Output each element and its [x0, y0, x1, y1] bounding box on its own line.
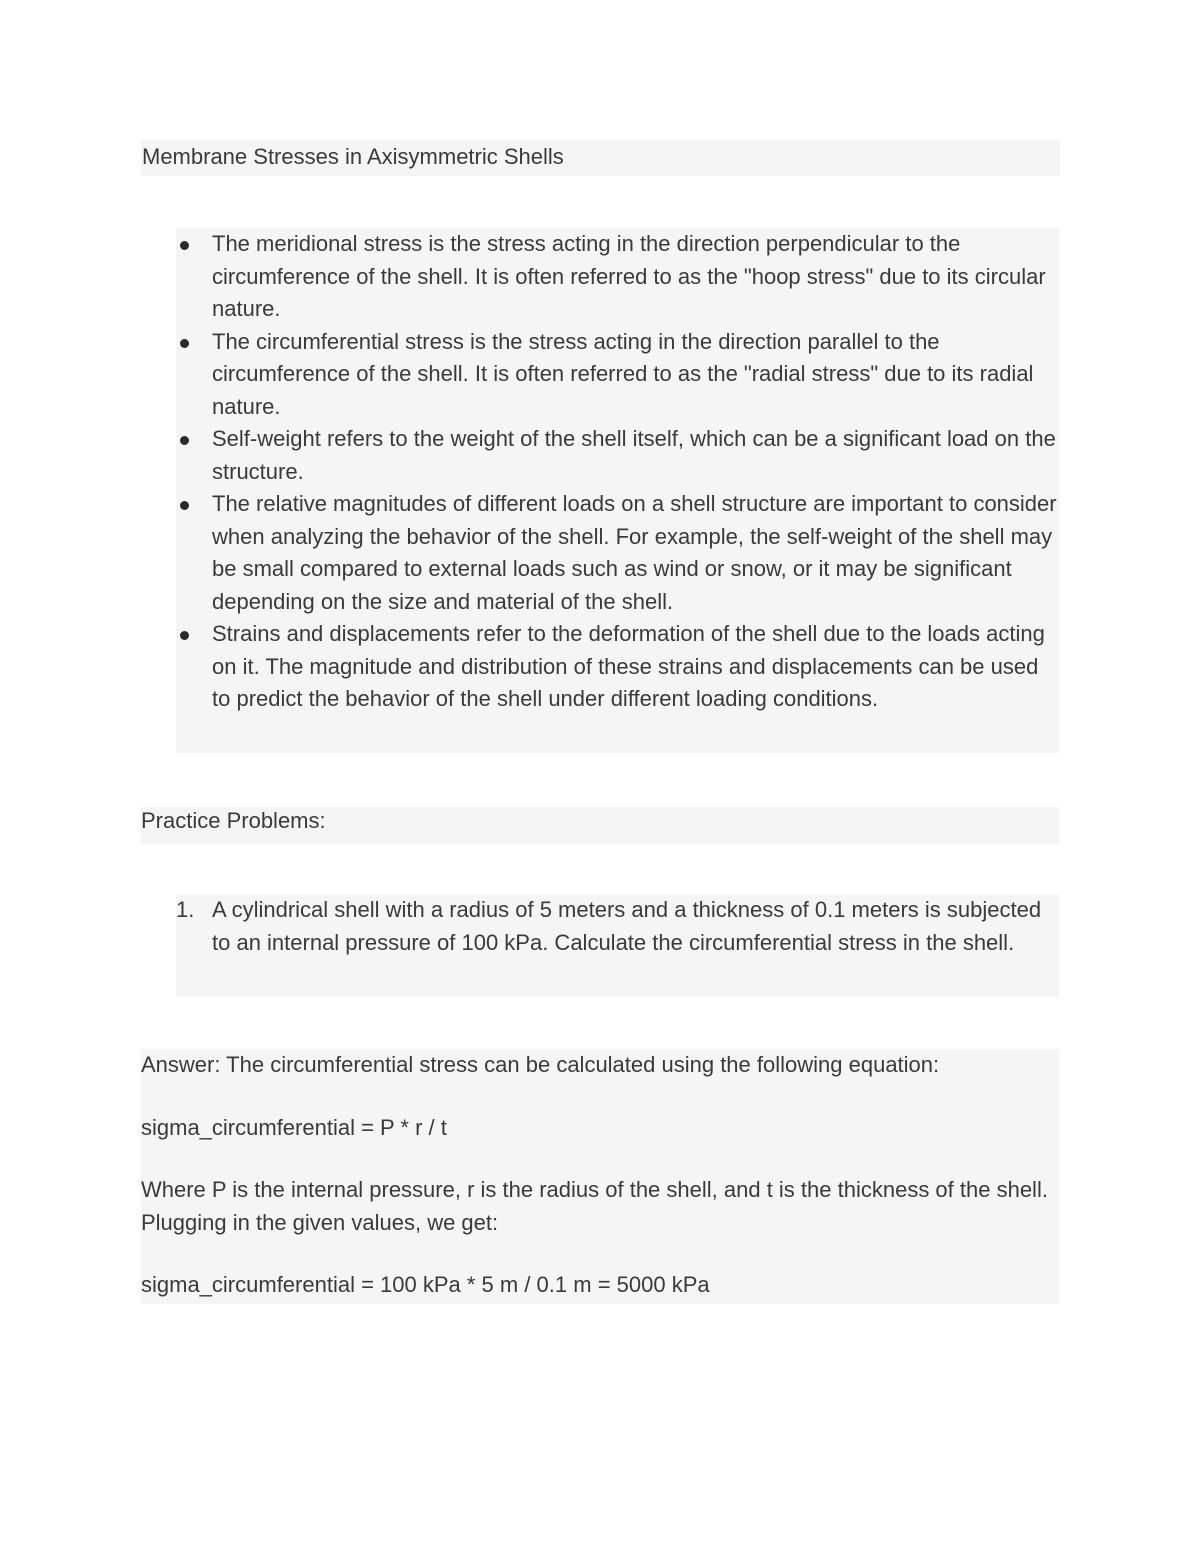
answer-intro: Answer: The circumferential stress can be calculated using the following equation: [141, 1052, 940, 1077]
bullet-item [176, 326, 1059, 424]
answer-result: sigma_circumferential = 100 kPa * 5 m / 0.1 m = 5000 kPa [141, 1272, 710, 1297]
problem-number: 1. [176, 897, 195, 922]
answer-explanation: Where P is the internal pressure, r is the radius of the shell, and t is the thickness of the shell. Plugging in the given values, we get: [141, 1177, 1048, 1235]
problem-list [176, 894, 1059, 959]
bullet-text: Self-weight refers to the weight of the shell itself, which can be a significant load on the structure. [212, 426, 1056, 484]
answer-section [141, 1049, 1059, 1304]
bullet-text: Strains and displacements refer to the deformation of the shell due to the loads acting on it. The magnitude and distribution of these strains and displacements can be used to predict the behavior of the shell under different loading conditions. [212, 621, 1045, 711]
bullet-text: The circumferential stress is the stress acting in the direction parallel to the circumference of the shell. It is often referred to as the "radial stress" due to its radial nature. [212, 328, 1034, 419]
bullet-icon [180, 241, 189, 250]
problem-list-container [176, 894, 1059, 997]
bullet-icon [180, 436, 189, 445]
answer-equation: sigma_circumferential = P * r / t [141, 1114, 447, 1140]
bullet-item [176, 488, 1059, 618]
bullet-icon [180, 339, 189, 348]
bullet-item [176, 618, 1059, 716]
bullet-item [176, 423, 1059, 488]
problem-item [176, 894, 1059, 959]
bullet-item [176, 228, 1059, 326]
bullet-text: The relative magnitudes of different loads on a shell structure are important to consider when analyzing the behavior of the shell. For example, the self-weight of the shell may be small compared to external loads such as wind or snow, or it may be significant depending on the size and material of the shell. [212, 491, 1057, 614]
bullet-text: The meridional stress is the stress acting in the direction perpendicular to the circumference of the shell. It is often referred to as the "hoop stress" due to its circular nature. [212, 231, 1046, 321]
document-title: Membrane Stresses in Axisymmetric Shells [141, 140, 1060, 176]
bullet-list-container [176, 228, 1059, 753]
bullet-list [176, 228, 1059, 716]
bullet-icon [180, 501, 189, 510]
problem-text: A cylindrical shell with a radius of 5 meters and a thickness of 0.1 meters is subjected to an internal pressure of 100 kPa. Calculate the circumferential stress in the shell. [212, 897, 1042, 955]
practice-heading: Practice Problems: [141, 807, 1059, 844]
bullet-icon [180, 631, 189, 640]
